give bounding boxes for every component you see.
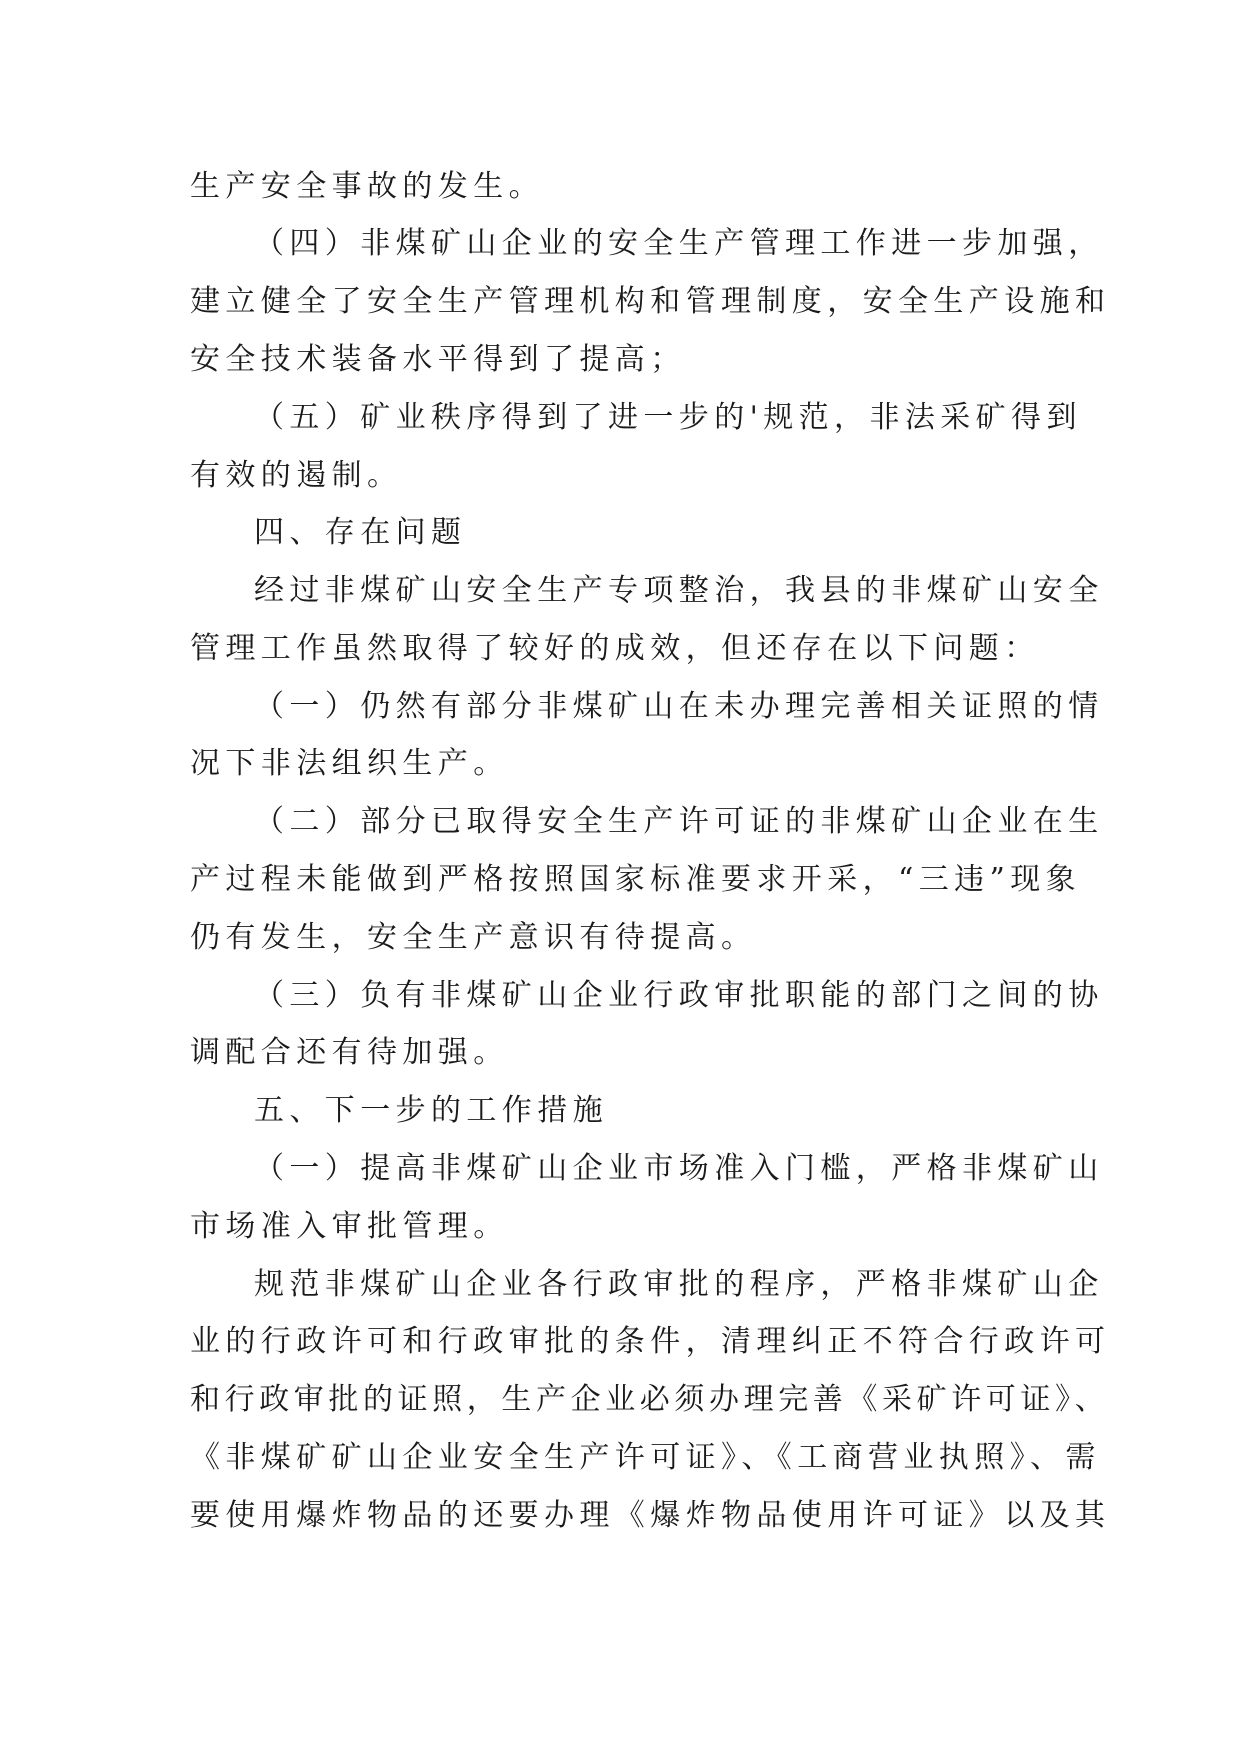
text-line-10: （一）仍然有部分非煤矿山在未办理完善相关证照的情 bbox=[254, 689, 1104, 724]
text-line-21: 业的行政许可和行政审批的条件，清理纠正不符合行政许可 bbox=[190, 1324, 1111, 1359]
text-line-4: 安全技术装备水平得到了提高； bbox=[190, 342, 686, 377]
text-line-9: 管理工作虽然取得了较好的成效，但还存在以下问题： bbox=[190, 631, 1040, 666]
text-line-20: 规范非煤矿山企业各行政审批的程序，严格非煤矿山企 bbox=[254, 1267, 1104, 1302]
text-line-24: 要使用爆炸物品的还要办理《爆炸物品使用许可证》以及其 bbox=[190, 1498, 1111, 1533]
text-line-5: （五）矿业秩序得到了进一步的'规范，非法采矿得到 bbox=[254, 400, 1082, 435]
text-line-2: （四）非煤矿山企业的安全生产管理工作进一步加强， bbox=[254, 226, 1104, 261]
text-line-8: 经过非煤矿山安全生产专项整治，我县的非煤矿山安全 bbox=[254, 573, 1104, 608]
section-heading-5: 五、下一步的工作措施 bbox=[254, 1093, 608, 1128]
text-line-1: 生产安全事故的发生。 bbox=[190, 169, 544, 204]
text-line-3: 建立健全了安全生产管理机构和管理制度，安全生产设施和 bbox=[190, 284, 1111, 319]
section-heading-4: 四、存在问题 bbox=[254, 515, 467, 550]
text-line-15: （三）负有非煤矿山企业行政审批职能的部门之间的协 bbox=[254, 978, 1104, 1013]
text-line-13: 产过程未能做到严格按照国家标准要求开采，“三违”现象 bbox=[190, 862, 1082, 897]
text-line-23: 《非煤矿矿山企业安全生产许可证》、《工商营业执照》、需 bbox=[190, 1440, 1101, 1475]
text-line-19: 市场准入审批管理。 bbox=[190, 1209, 509, 1244]
text-line-12: （二）部分已取得安全生产许可证的非煤矿山企业在生 bbox=[254, 804, 1104, 839]
text-line-6: 有效的遏制。 bbox=[190, 458, 403, 493]
text-line-16: 调配合还有待加强。 bbox=[190, 1035, 509, 1070]
text-line-22: 和行政审批的证照，生产企业必须办理完善《采矿许可证》、 bbox=[190, 1382, 1110, 1417]
text-line-11: 况下非法组织生产。 bbox=[190, 746, 509, 781]
text-line-18: （一）提高非煤矿山企业市场准入门槛，严格非煤矿山 bbox=[254, 1151, 1104, 1186]
text-line-14: 仍有发生，安全生产意识有待提高。 bbox=[190, 920, 757, 955]
